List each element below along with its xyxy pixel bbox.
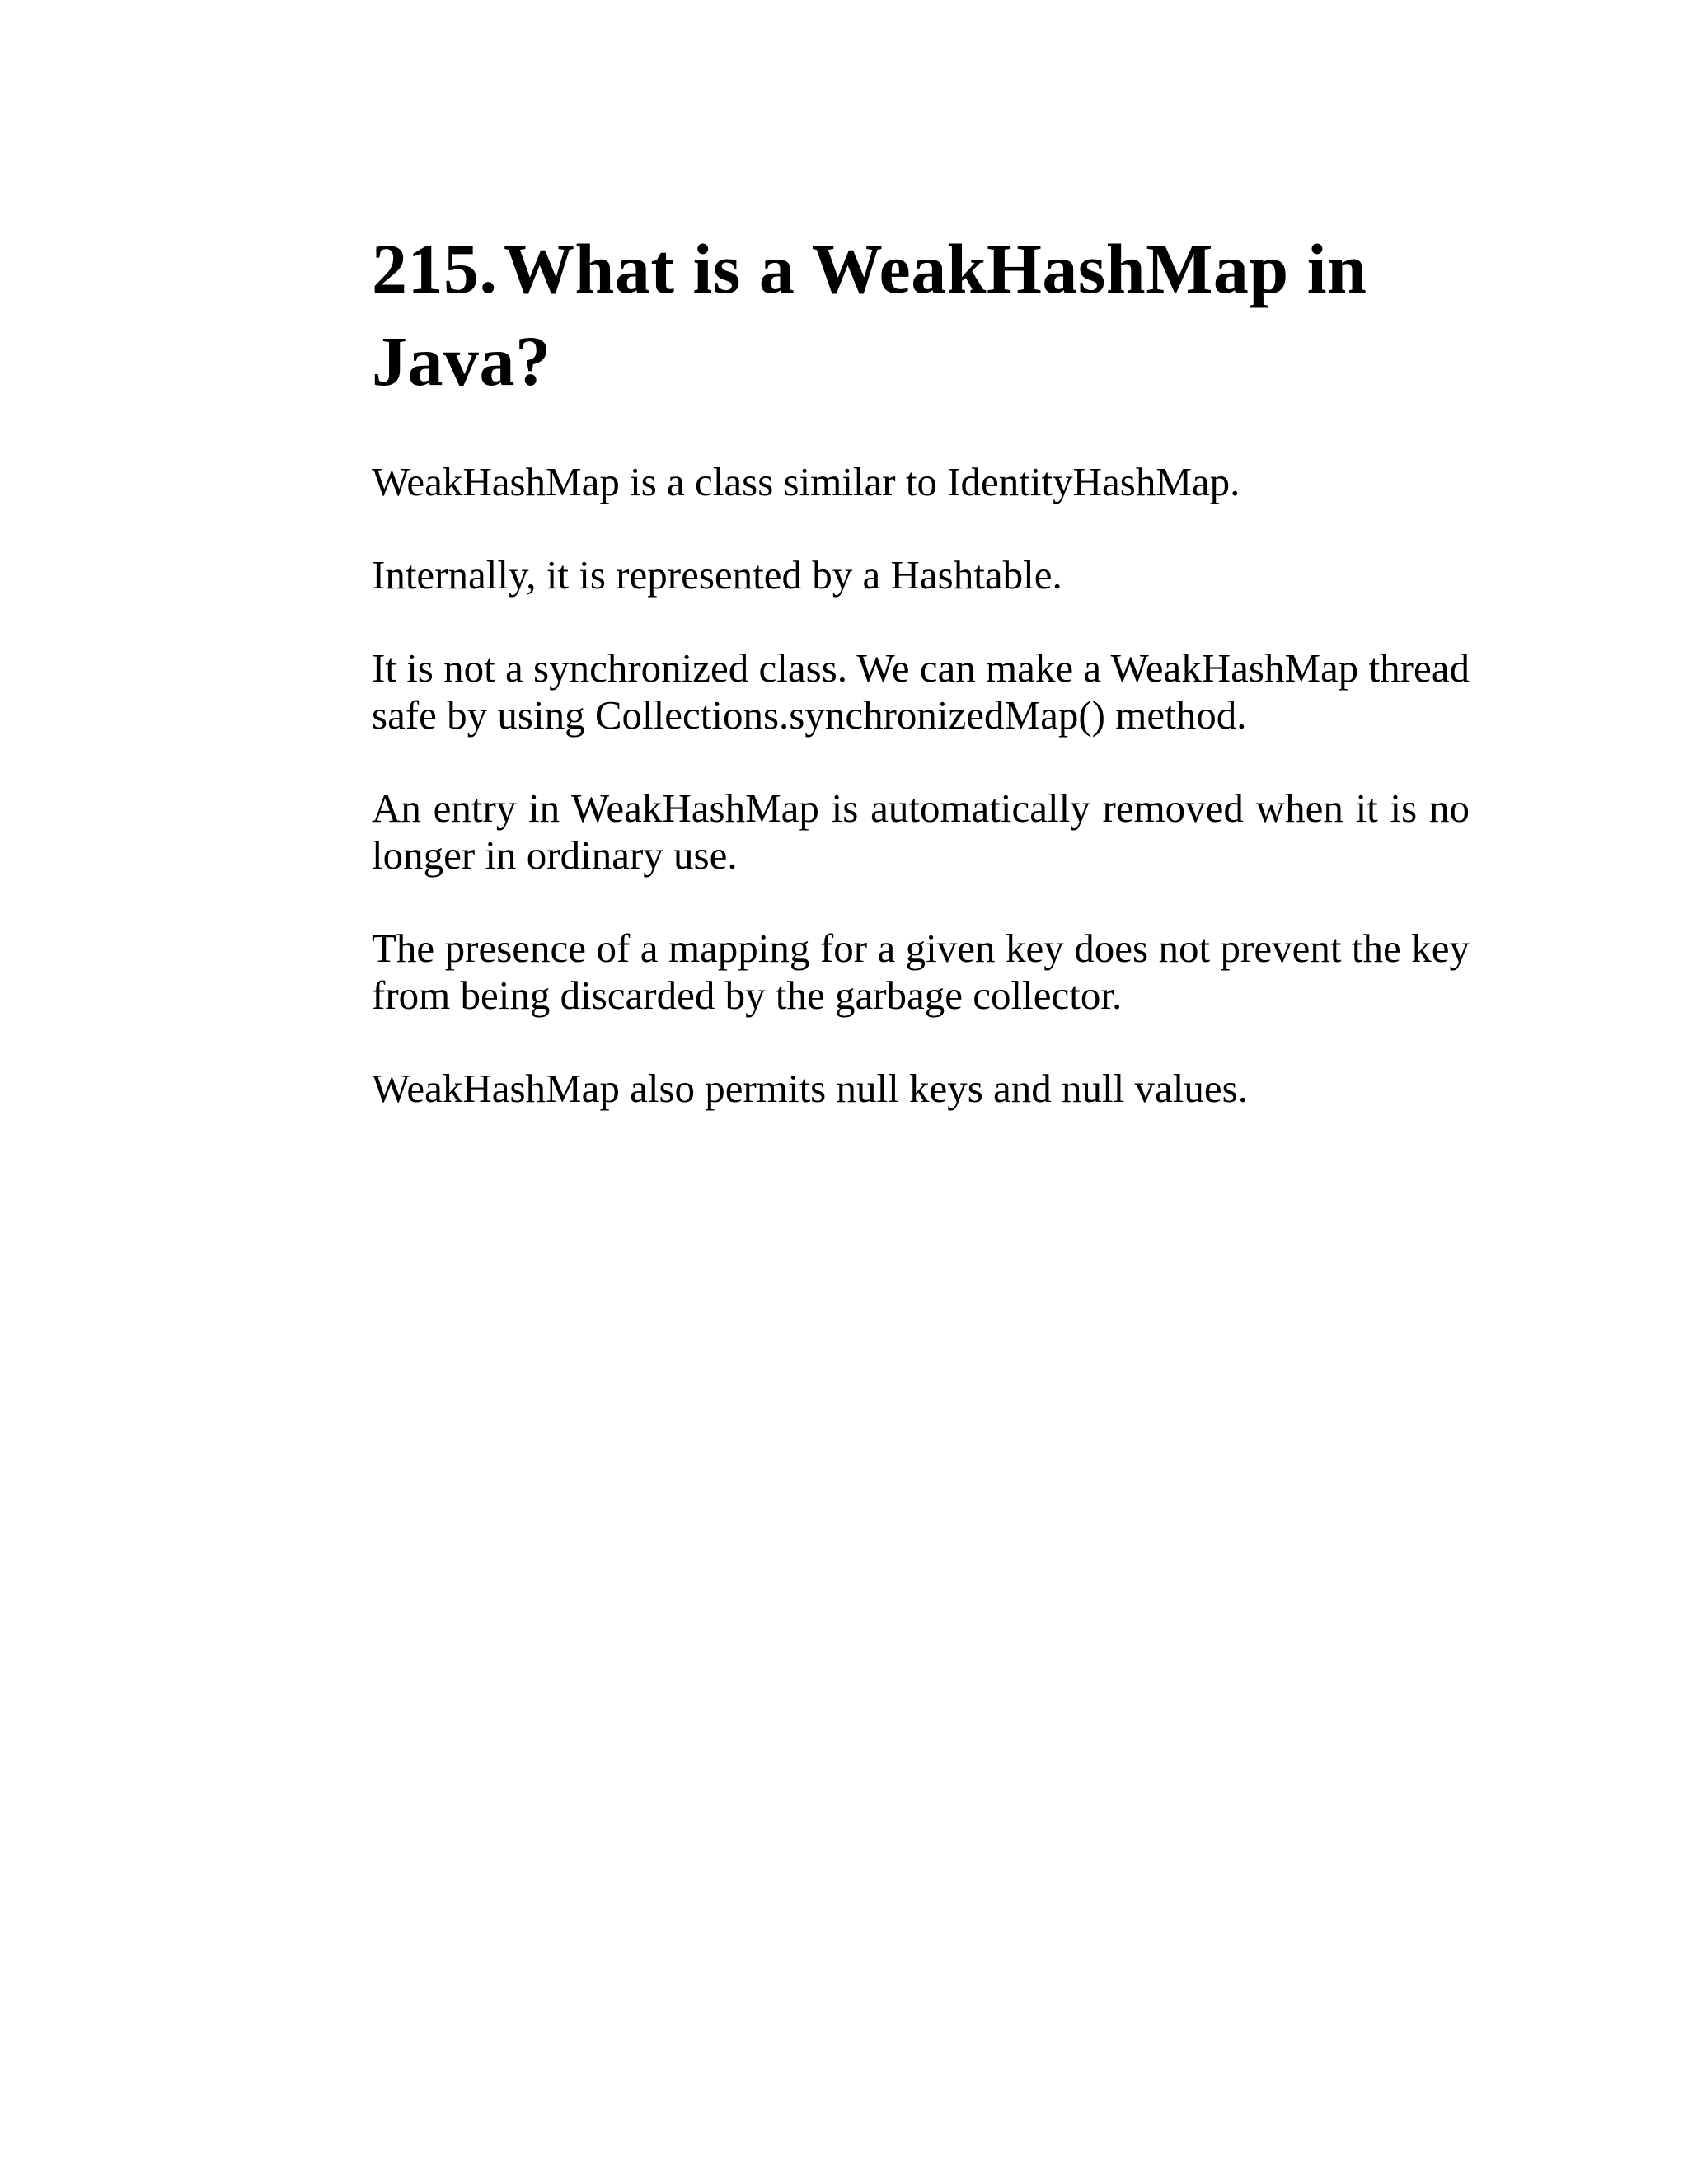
answer-paragraph: The presence of a mapping for a given key does not prevent the key from being discarded by the garbage collector. — [372, 926, 1470, 1018]
answer-paragraph: An entry in WeakHashMap is automatically removed when it is no longer in ordinary use. — [372, 785, 1470, 878]
answer-paragraph: It is not a synchronized class. We can make a WeakHashMap thread safe by using Collections.synchronizedMap() method. — [372, 645, 1470, 738]
answer-paragraph: WeakHashMap is a class similar to IdentityHashMap. — [372, 459, 1240, 504]
answer-paragraph: WeakHashMap also permits null keys and null values. — [372, 1066, 1248, 1111]
answer-body — [372, 458, 1470, 1112]
question-number: 215. — [372, 229, 498, 308]
question-title: What is a WeakHashMap in Java? — [372, 229, 1367, 401]
question-heading — [372, 223, 1470, 407]
page-content — [372, 223, 1470, 1158]
answer-paragraph: Internally, it is represented by a Hashtable. — [372, 552, 1062, 598]
